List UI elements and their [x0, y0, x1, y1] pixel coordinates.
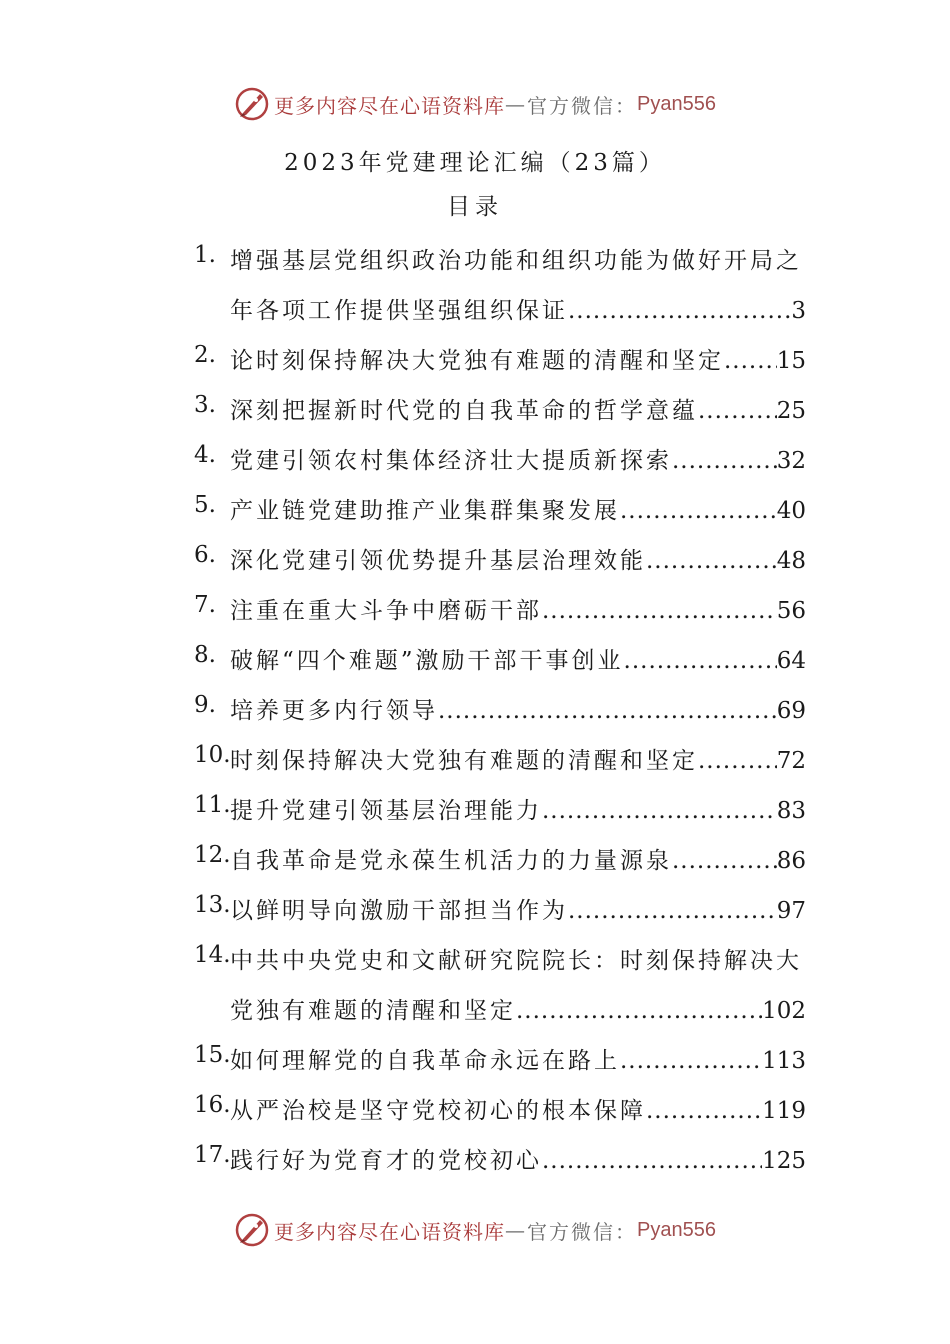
toc-entry-number: 15. — [194, 1042, 231, 1068]
toc-entry-line — [230, 1092, 806, 1125]
toc-entry-line — [230, 292, 806, 325]
toc-entry-line — [230, 542, 806, 575]
toc-entry-number: 3. — [194, 392, 216, 418]
toc-entry-row — [194, 832, 806, 882]
toc-entry-line — [230, 842, 806, 875]
toc-page-number: 40 — [776, 498, 806, 524]
toc-entry-line — [230, 992, 806, 1025]
banner-gray-text: 官方微信： — [527, 1219, 638, 1244]
toc-entry-row — [194, 432, 806, 482]
toc-entry-row — [194, 932, 806, 982]
toc-entry-line — [230, 1042, 806, 1075]
toc-entry-title: 培养更多内行领导 — [230, 698, 438, 724]
toc-entry-title: 从严治校是坚守党校初心的根本保障 — [230, 1098, 646, 1124]
banner-wechat-id: Pyan556 — [637, 1218, 716, 1241]
toc-entry-title: 践行好为党育才的党校初心 — [230, 1148, 542, 1174]
document-title: 2023年党建理论汇编（23篇） — [284, 150, 666, 176]
toc-dot-leader — [698, 398, 777, 424]
toc-entry-number: 17. — [194, 1142, 231, 1168]
toc-entry-line — [230, 892, 806, 925]
toc-page-number: 102 — [762, 998, 806, 1024]
toc-entry-number: 11. — [194, 792, 231, 818]
toc-page-number: 86 — [776, 848, 806, 874]
toc-dot-leader — [646, 548, 777, 574]
toc-entry-title: 如何理解党的自我革命永远在路上 — [230, 1048, 620, 1074]
quill-logo-icon — [234, 1212, 270, 1248]
toc-entry-title: 中共中央党史和文献研究院院长：时刻保持解决大 — [230, 948, 802, 974]
banner-dash: — — [505, 92, 528, 116]
toc-entry-title: 党建引领农村集体经济壮大提质新探索 — [230, 448, 672, 474]
toc-entry-number: 12. — [194, 842, 231, 868]
toc-dot-leader — [724, 348, 777, 374]
toc-dot-leader — [438, 698, 777, 724]
toc-dot-leader — [542, 1148, 762, 1174]
toc-page-number: 56 — [776, 598, 806, 624]
toc-entry-line — [230, 592, 806, 625]
toc-dot-leader — [568, 298, 791, 324]
toc-dot-leader — [568, 898, 777, 924]
toc-page-number: 119 — [762, 1098, 806, 1124]
toc-entry-row — [194, 1132, 806, 1182]
toc-page-number: 15 — [776, 348, 806, 374]
toc-entry-line — [230, 742, 806, 775]
toc-entry-title: 提升党建引领基层治理能力 — [230, 798, 542, 824]
toc-dot-leader — [624, 648, 777, 674]
toc-entry-number: 13. — [194, 892, 231, 918]
toc-entry-title: 破解“四个难题”激励干部干事创业 — [230, 648, 624, 674]
toc-entry-number: 4. — [194, 442, 216, 468]
toc-page-number: 48 — [776, 548, 806, 574]
toc-entry-row — [194, 732, 806, 782]
toc-dot-leader — [672, 848, 777, 874]
toc-entry-number: 14. — [194, 942, 231, 968]
toc-entry-title: 以鲜明导向激励干部担当作为 — [230, 898, 568, 924]
toc-entry-row — [194, 1082, 806, 1132]
toc-entry-title: 自我革命是党永葆生机活力的力量源泉 — [230, 848, 672, 874]
toc-entry-row — [194, 232, 806, 282]
toc-dot-leader — [516, 998, 762, 1024]
toc-entry-number: 16. — [194, 1092, 231, 1118]
toc-entry-number: 9. — [194, 692, 216, 718]
toc-entry-line — [230, 342, 806, 375]
toc-entry-row — [194, 1032, 806, 1082]
footer-banner — [0, 1210, 950, 1250]
toc-page-number: 3 — [791, 298, 806, 324]
toc-dot-leader — [698, 748, 777, 774]
toc-entry-title: 论时刻保持解决大党独有难题的清醒和坚定 — [230, 348, 724, 374]
toc-entry-row — [194, 882, 806, 932]
toc-entry-line — [230, 692, 806, 725]
toc-entry-line — [230, 642, 806, 675]
toc-entry-title: 时刻保持解决大党独有难题的清醒和坚定 — [230, 748, 698, 774]
toc-entry-row — [194, 332, 806, 382]
toc-dot-leader — [646, 1098, 762, 1124]
toc-entry-row — [194, 682, 806, 732]
toc-entry-title: 产业链党建助推产业集群集聚发展 — [230, 498, 620, 524]
toc-entry-title: 注重在重大斗争中磨砺干部 — [230, 598, 542, 624]
quill-logo-icon — [234, 86, 270, 122]
toc-entry-row — [194, 532, 806, 582]
toc-page-number: 69 — [776, 698, 806, 724]
toc-entry-number: 1. — [194, 242, 216, 268]
toc-entry-title: 增强基层党组织政治功能和组织功能为做好开局之 — [230, 248, 802, 274]
toc-entry-row — [194, 582, 806, 632]
table-of-contents — [194, 232, 806, 1182]
toc-entry-number: 2. — [194, 342, 216, 368]
toc-entry-title: 党独有难题的清醒和坚定 — [230, 998, 516, 1024]
toc-entry-number: 8. — [194, 642, 216, 668]
toc-page-number: 113 — [762, 1048, 806, 1074]
banner-red-text: 更多内容尽在心语资料库 — [274, 1219, 506, 1244]
toc-entry-number: 5. — [194, 492, 216, 518]
banner-gray-text: 官方微信： — [527, 93, 638, 118]
toc-page-number: 83 — [776, 798, 806, 824]
toc-entry-row — [194, 282, 806, 332]
toc-page-number: 72 — [776, 748, 806, 774]
toc-entry-line — [230, 1142, 806, 1175]
toc-page-number: 64 — [776, 648, 806, 674]
toc-entry-title: 年各项工作提供坚强组织保证 — [230, 298, 568, 324]
toc-entry-row — [194, 482, 806, 532]
toc-entry-line — [230, 492, 806, 525]
toc-entry-row — [194, 782, 806, 832]
banner-wechat-id: Pyan556 — [637, 92, 716, 115]
toc-entry-row — [194, 982, 806, 1032]
toc-entry-row — [194, 382, 806, 432]
toc-entry-number: 7. — [194, 592, 216, 618]
toc-dot-leader — [620, 498, 777, 524]
toc-page-number: 32 — [776, 448, 806, 474]
banner-dash: — — [505, 1218, 528, 1242]
toc-entry-title: 深刻把握新时代党的自我革命的哲学意蕴 — [230, 398, 698, 424]
toc-page-number: 25 — [776, 398, 806, 424]
toc-entry-line — [230, 392, 806, 425]
toc-entry-line — [230, 792, 806, 825]
toc-page-number: 125 — [762, 1148, 806, 1174]
toc-entry-title: 深化党建引领优势提升基层治理效能 — [230, 548, 646, 574]
toc-dot-leader — [620, 1048, 762, 1074]
toc-dot-leader — [542, 798, 777, 824]
toc-heading: 目录 — [447, 194, 503, 220]
header-banner — [0, 84, 950, 124]
toc-entry-line — [230, 442, 806, 475]
toc-page-number: 97 — [776, 898, 806, 924]
toc-entry-number: 10. — [194, 742, 231, 768]
toc-dot-leader — [542, 598, 777, 624]
banner-red-text: 更多内容尽在心语资料库 — [274, 93, 506, 118]
toc-entry-row — [194, 632, 806, 682]
toc-dot-leader — [672, 448, 777, 474]
toc-entry-number: 6. — [194, 542, 216, 568]
